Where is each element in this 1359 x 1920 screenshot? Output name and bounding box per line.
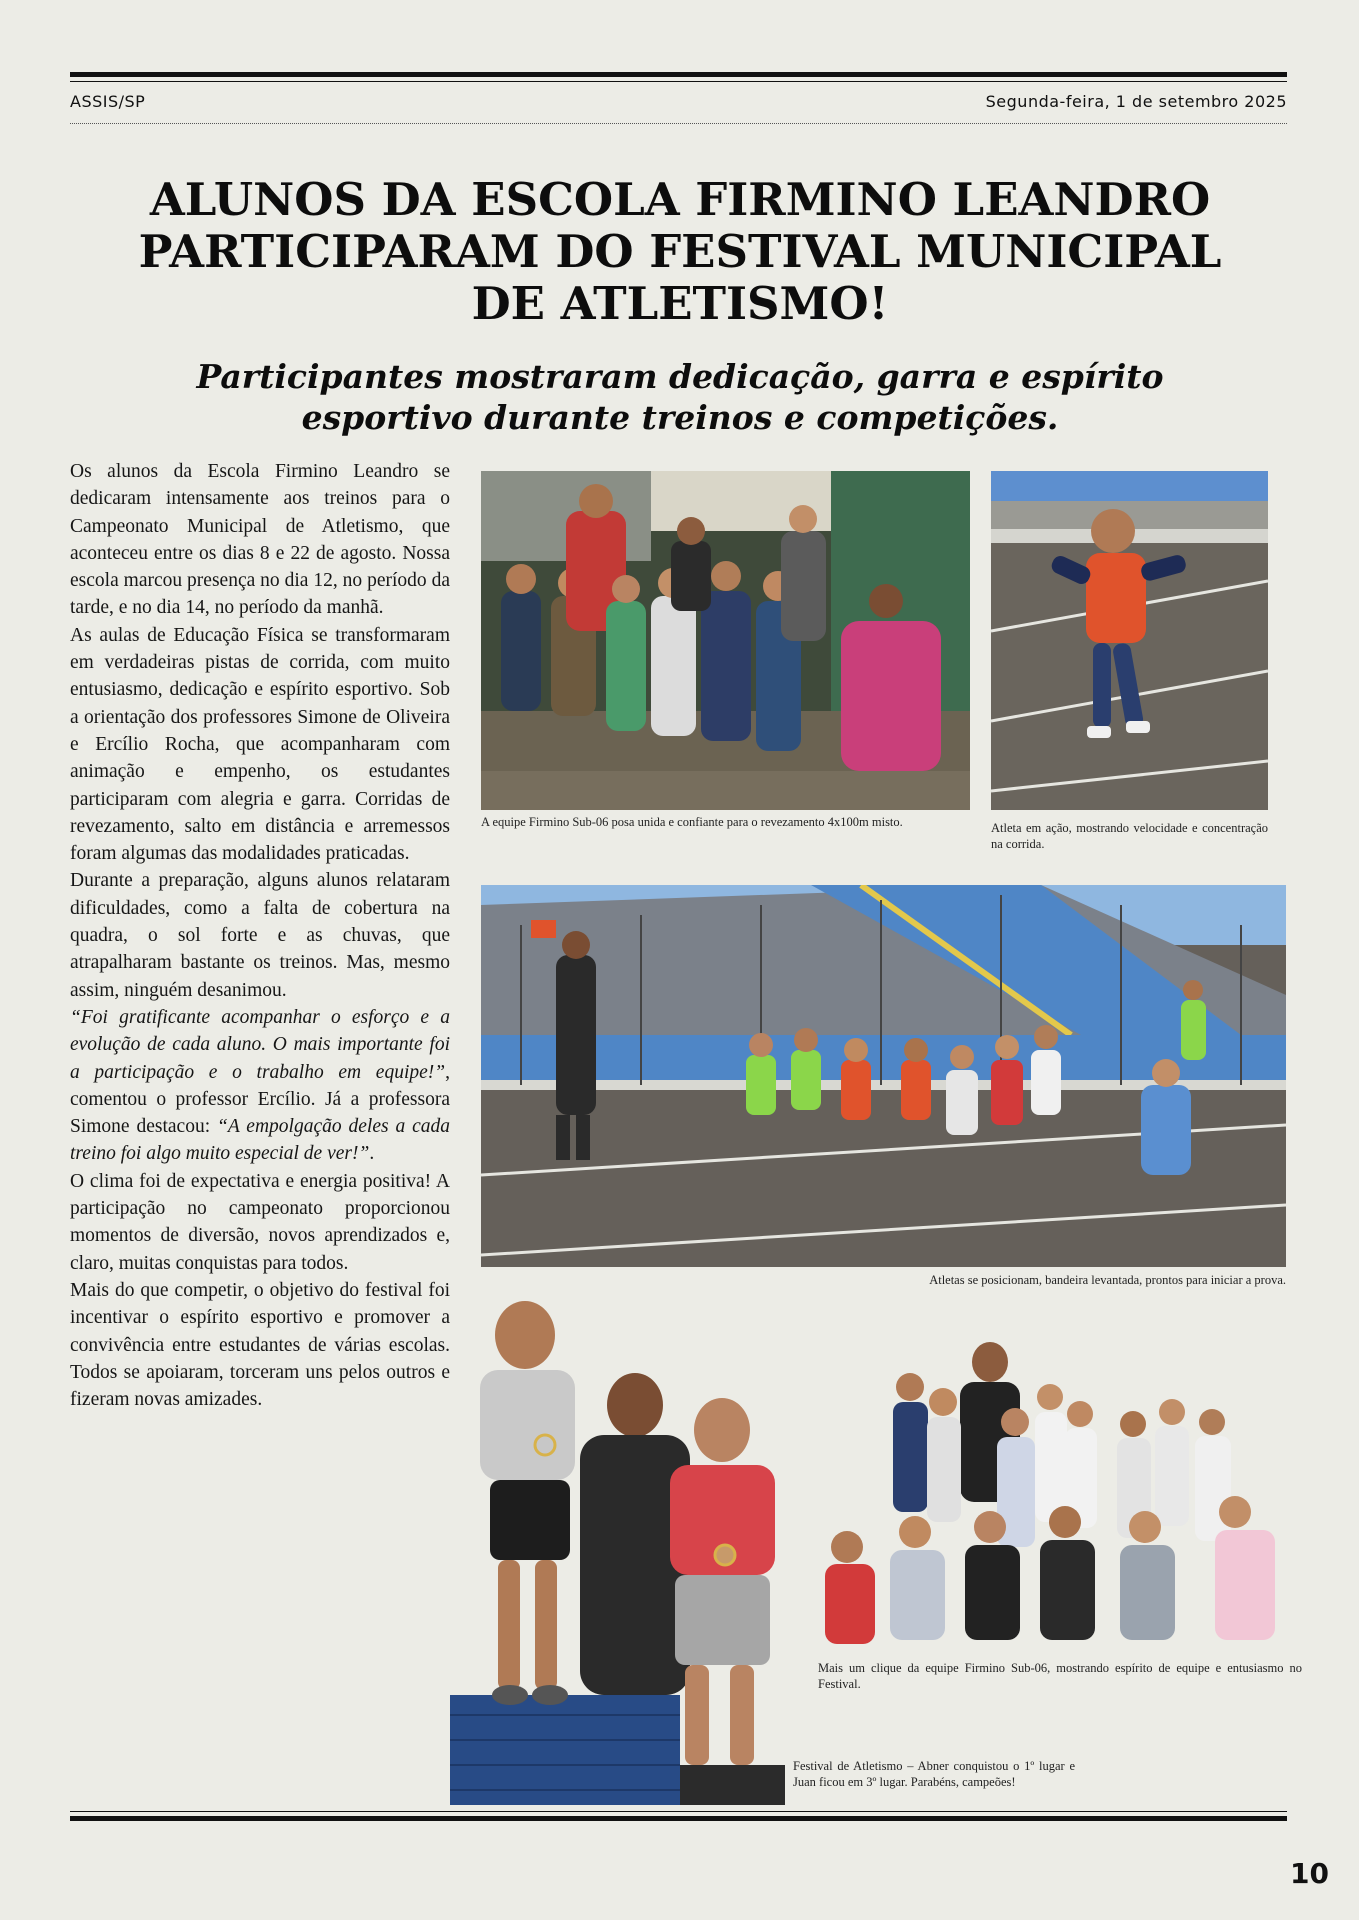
subheadline: Participantes mostraram dedicação, garra e espírito esportivo durante treinos e competições. bbox=[196, 357, 1164, 437]
quote-connector: , comentou o professor Ercílio. Já a professora Simone destacou: bbox=[70, 1061, 450, 1138]
page-number: 10 bbox=[1290, 1857, 1329, 1890]
top-rule-thin bbox=[70, 81, 1287, 82]
runner-photo bbox=[991, 471, 1268, 810]
paragraph-2: As aulas de Educação Física se transformaram em verdadeiras pistas de corrida, com muito entusiasmo, dedicação e espírito esportivo. Sob a orientação dos professores Simone de Oliveira e Ercílio Rocha, que acompanharam com animação e empenho, os estudantes participaram com alegria e garra. Corridas de revezamento, salto em distância e arremessos foram algumas das modalidades praticadas. bbox=[70, 624, 450, 865]
date-label: Segunda-feira, 1 de setembro 2025 bbox=[985, 92, 1287, 111]
runner-photo-caption: Atleta em ação, mostrando velocidade e concentração na corrida. bbox=[991, 821, 1268, 851]
paragraph-6: Mais do que competir, o objetivo do festival foi incentivar o espírito esportivo e promover a convivência entre estudantes de várias escolas. Todos se apoiaram, torceram uns pelos outros e fizeram novas amizades. bbox=[70, 1279, 450, 1411]
team-photo-caption: A equipe Firmino Sub-06 posa unida e confiante para o revezamento 4x100m misto. bbox=[481, 815, 903, 829]
bottom-rule-thin bbox=[70, 1811, 1287, 1812]
podium-photo-caption: Festival de Atletismo – Abner conquistou o 1º lugar e Juan ficou em 3º lugar. Parabéns, campeões! bbox=[793, 1759, 1075, 1789]
paragraph-4 bbox=[70, 1004, 450, 1168]
headline: ALUNOS DA ESCOLA FIRMINO LEANDRO PARTICIPARAM DO FESTIVAL MUNICIPAL DE ATLETISMO! bbox=[138, 173, 1222, 330]
paragraph-3: Durante a preparação, alguns alunos relataram dificuldades, como a falta de cobertura na quadra, o sol forte e as chuvas, que atrapalharam bastante os treinos. Mas, mesmo assim, ninguém desanimou. bbox=[70, 870, 450, 1001]
quote-end: . bbox=[369, 1143, 375, 1165]
team-photo bbox=[481, 471, 970, 810]
group-photo-caption: Mais um clique da equipe Firmino Sub-06, mostrando espírito de equipe e entusiasmo no Festival. bbox=[818, 1661, 1302, 1691]
location-label: ASSIS/SP bbox=[70, 92, 146, 111]
bottom-rule-thick bbox=[70, 1816, 1287, 1821]
article-body bbox=[70, 458, 450, 1413]
quote-ercilio: “Foi gratificante acompanhar o esforço e a evolução de cada aluno. O mais importante foi a participação e o trabalho em equipe!” bbox=[70, 1006, 450, 1083]
track-photo bbox=[481, 885, 1286, 1267]
podium-photo bbox=[450, 1285, 785, 1805]
paragraph-1: Os alunos da Escola Firmino Leandro se dedicaram intensamente aos treinos para o Campeonato Municipal de Atletismo, que aconteceu entre os dias 8 e 22 de agosto. Nossa escola marcou presença no dia 12, no período da tarde, e no dia 14, no período da manhã. bbox=[70, 461, 450, 619]
track-photo-caption: Atletas se posicionam, bandeira levantada, prontos para iniciar a prova. bbox=[929, 1273, 1286, 1287]
header-dotted-rule bbox=[70, 123, 1287, 124]
paragraph-5: O clima foi de expectativa e energia positiva! A participação no campeonato proporcionou momentos de diversão, novos aprendizados e, claro, muitas conquistas para todos. bbox=[70, 1170, 450, 1274]
quote-simone: “A empolgação deles a cada treino foi algo muito especial de ver!” bbox=[70, 1116, 451, 1165]
top-rule-thick bbox=[70, 72, 1287, 77]
group-photo bbox=[815, 1342, 1303, 1655]
